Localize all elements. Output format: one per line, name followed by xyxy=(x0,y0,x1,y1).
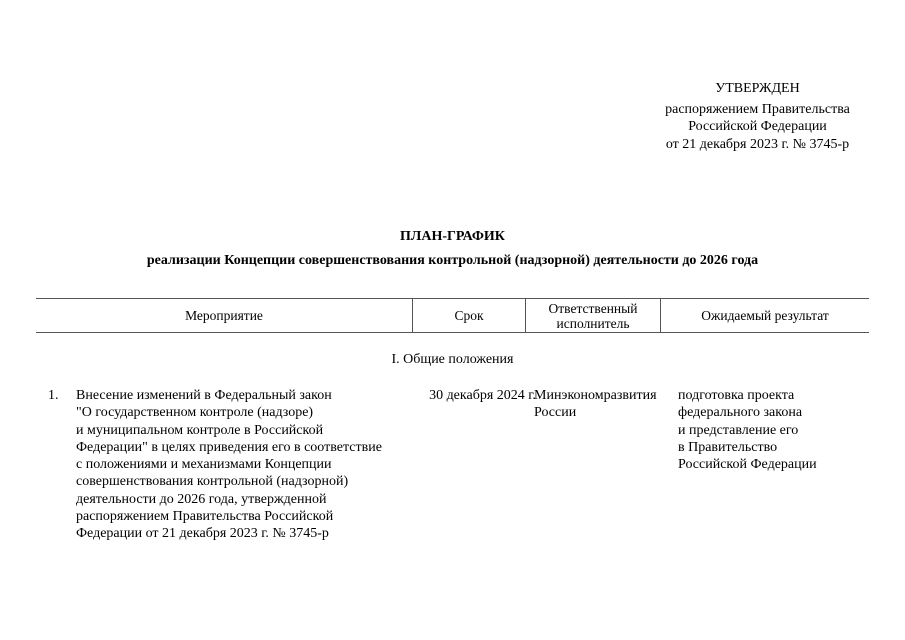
document-title: ПЛАН-ГРАФИК xyxy=(400,229,505,244)
approval-line: Российской Федерации xyxy=(688,119,827,134)
row-result xyxy=(678,387,878,473)
row-event xyxy=(76,387,416,543)
approval-heading: УТВЕРЖДЕН xyxy=(715,81,800,96)
event-line: и муниципальном контроле в Российской xyxy=(76,422,324,438)
result-line: и представление его xyxy=(678,422,799,438)
section-heading: I. Общие положения xyxy=(391,352,514,367)
event-line: "О государственном контроле (надзоре) xyxy=(76,405,314,421)
row-executor: Минэкономразвития России xyxy=(534,388,657,421)
event-line: Федерации от 21 декабря 2023 г. № 3745-р xyxy=(76,526,329,542)
header-executor: Ответственный исполнитель xyxy=(526,299,661,332)
approval-line: от 21 декабря 2023 г. № 3745-р xyxy=(665,136,850,152)
event-line: с положениями и механизмами Концепции xyxy=(76,457,332,473)
event-line: Внесение изменений в Федеральный закон xyxy=(76,388,332,403)
table-header xyxy=(36,298,869,333)
row-deadline: 30 декабря 2024 г. xyxy=(429,388,536,403)
result-line: в Правительство xyxy=(678,439,778,455)
event-line: Федерации" в целях приведения его в соответствие xyxy=(76,439,382,455)
header-deadline: Срок xyxy=(413,299,526,332)
event-line: распоряжением Правительства Российской xyxy=(76,509,334,525)
event-line: деятельности до 2026 года, утвержденной xyxy=(76,491,327,507)
result-line: федерального закона xyxy=(678,405,803,421)
row-number: 1. xyxy=(48,388,59,403)
approval-block xyxy=(620,80,895,153)
result-line: Российской Федерации xyxy=(678,457,817,473)
event-line: совершенствования контрольной (надзорной) xyxy=(76,474,349,490)
result-line: подготовка проекта xyxy=(678,388,795,403)
header-result: Ожидаемый результат xyxy=(701,308,829,323)
approval-line: распоряжением Правительства xyxy=(665,101,850,117)
header-event: Мероприятие xyxy=(36,299,413,332)
document-subtitle: реализации Концепции совершенствования контрольной (надзорной) деятельности до 2026 года xyxy=(146,253,759,268)
